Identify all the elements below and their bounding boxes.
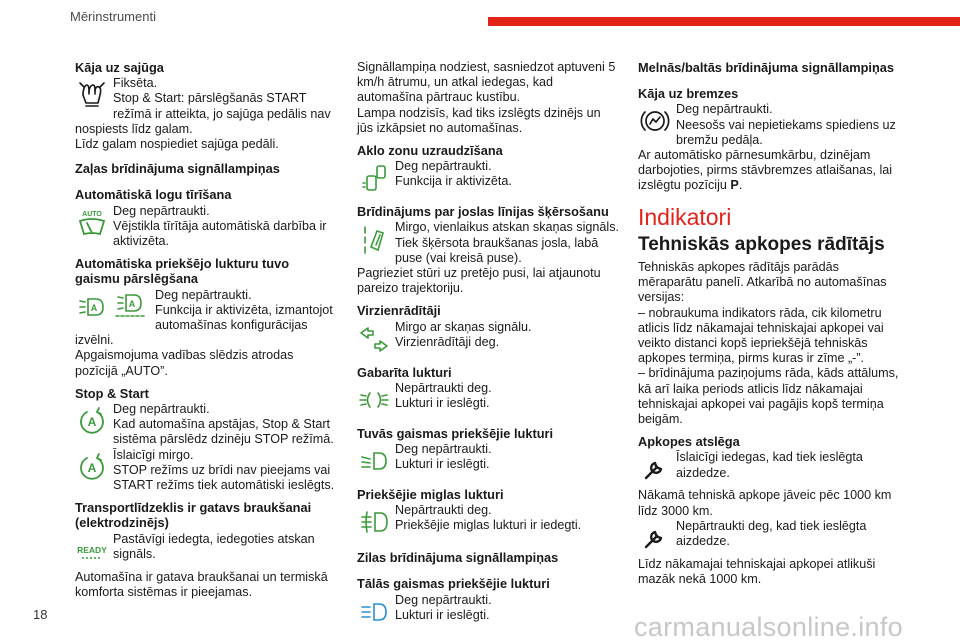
item-service-key-flash (638, 450, 900, 488)
text-service-key-4: Līdz nākamajai tehniskajai apkopei atlikuši mazāk nekā 1000 km. (638, 556, 876, 587)
text-lane-departure-2: Tiek šķērsota braukšanas josla, labā puse (vai kreisā puse). (395, 235, 599, 265)
column-2 (357, 60, 619, 631)
heading-black-white-lamps: Melnās/baltās brīdinājuma signāllampiņas (638, 60, 895, 75)
item-auto-headlamps (75, 288, 337, 349)
stop-start-icon (75, 404, 109, 438)
text-ready-2: Automašīna ir gatava braukšanai un termiskā komforta sistēmas ir pieejamas. (75, 569, 328, 599)
text-auto-wipe-1: Deg nepārtraukti. (113, 203, 210, 218)
watermark: carmanualsonline.info (634, 612, 903, 640)
item-auto-wipe (75, 204, 337, 250)
heading-ready: Transportlīdzeklis ir gatavs braukšanai (elektrodzinējs) (75, 500, 312, 531)
svg-text:A: A (87, 415, 97, 430)
chapter-title: Mērinstrumenti (70, 9, 156, 24)
text-blind-spot-2: Funkcija ir aktivizēta. (395, 174, 512, 189)
text-service-1: Tehniskās apkopes rādītājs parādās mēraparātu panelī. Atkarībā no automašīnas versijas: (638, 260, 887, 305)
wrench-icon (638, 521, 672, 555)
heading-green-lamps: Zaļas brīdinājuma signāllampiņas (75, 161, 280, 177)
text-auto-wipe-2: Vējstikla tīrītāja automātiskā darbība ir aktivizēta. (113, 218, 327, 249)
auto-wiper-icon (75, 206, 109, 240)
text-foot-on-clutch-2: Stop & Start: pārslēgšanās START režīmā ir atteikta, jo sajūga pedālis nav nospiests līdz galam. (75, 91, 331, 136)
text-stop-start-2: Kad automašīna apstājas, Stop & Start sistēma pārslēdz dzinēju STOP režīmā. (113, 417, 334, 447)
item-foot-on-brake (638, 102, 900, 148)
text-fog-lamps-2: Priekšējie miglas lukturi ir iedegti. (395, 518, 582, 533)
lane-departure-icon (357, 222, 391, 256)
text-service-key-2: Nākamā tehniskā apkope jāveic pēc 1000 km līdz 3000 km. (638, 488, 892, 518)
heading-blind-spot: Aklo zonu uzraudzīšana (357, 143, 503, 159)
heading-foot-on-clutch: Kāja uz sajūga (75, 60, 164, 75)
text-direction-indicators-1: Mirgo ar skaņas signālu. (395, 319, 532, 334)
column-3 (638, 60, 900, 587)
heading-lane-departure: Brīdinājums par joslas līnijas šķērsošanu (357, 204, 609, 220)
text-stop-start-4: STOP režīms uz brīdi nav pieejams vai START režīms tiek automātiski ieslēgts. (113, 462, 335, 493)
heading-stop-start: Stop & Start (75, 385, 149, 401)
item-direction-indicators (357, 320, 619, 358)
svg-text:A: A (128, 298, 136, 309)
foot-on-clutch-icon (75, 78, 109, 112)
svg-text:READY: READY (77, 544, 107, 555)
item-stop-start-steady (75, 402, 337, 448)
heading-foot-on-brake: Kāja uz bremzes (638, 86, 739, 102)
text-foot-on-brake-3: Ar automātisko pārnesumkārbu, dzinējam darbojoties, pirms stāvbremzes atlaišanas, lai izslēgtu pozīciju P. (638, 148, 893, 193)
svg-text:A: A (87, 460, 97, 475)
svg-text:A: A (90, 302, 98, 313)
text-foot-on-clutch-3: Līdz galam nospiediet sajūga pedāli. (75, 137, 279, 152)
text-service-2: – nobraukuma indikators rāda, cik kilometru atlicis līdz nākamajai tehniskajai apkopei vai veikto distanci kopš iepriekšējā tehniskās apkopes termiņa, pirms kuras ir zīme „-”. (638, 305, 884, 366)
heading-auto-headlamps: Automātiska priekšējo lukturu tuvo gaismu pārslēgšana (75, 256, 290, 287)
text-foot-on-brake-1: Deg nepārtraukti. (676, 102, 773, 117)
svg-text:AUTO: AUTO (82, 210, 102, 218)
heading-side-lamps: Gabarīta lukturi (357, 364, 452, 380)
foot-on-brake-icon (638, 104, 672, 138)
text-side-lamps-2: Lukturi ir ieslēgti. (395, 396, 490, 411)
item-side-lamps (357, 381, 619, 419)
text-lane-departure-1: Mirgo, vienlaikus atskan skaņas signāls. (395, 220, 619, 235)
item-main-beam (357, 593, 619, 631)
heading-auto-wipe: Automātiskā logu tīrīšana (75, 187, 232, 203)
text-blind-spot-1: Deg nepārtraukti. (395, 159, 492, 174)
text-dipped-beam-2: Lukturi ir ieslēgti. (395, 457, 490, 472)
text-side-lamps-1: Nepārtraukti deg. (395, 380, 492, 395)
dipped-beam-icon (357, 444, 391, 478)
text-service-3: – brīdinājuma paziņojums rāda, kāds attālums, kā arī laika periods atlicis līdz nākamajai tehniskajai apkopei vai pagājis kopš termiņa beigām. (638, 366, 899, 427)
wrench-icon (638, 452, 672, 486)
item-stop-start-flash (75, 448, 337, 494)
text-auto-headlamps-2: Funkcija ir aktivizēta, izmantojot automašīnas konfigurācijas izvēlni. (75, 302, 333, 348)
text-foot-on-brake-2: Neesošs vai nepietiekams spiediens uz bremžu pedāļa. (676, 117, 896, 147)
heading-fog-lamps: Priekšējie miglas lukturi (357, 487, 504, 503)
text-auto-headlamps-1: Deg nepārtraukti. (155, 287, 252, 302)
text-stop-start-1: Deg nepārtraukti. (113, 402, 210, 417)
ready-icon (75, 534, 109, 568)
stop-start-icon (75, 450, 109, 484)
text-ready-4: Lampa nodzisīs, kad tiks izslēgts dzinējs un jūs izkāpsiet no automašīnas. (357, 105, 601, 135)
heading-blue-lamps: Zilas brīdinājuma signāllampiņas (357, 550, 559, 566)
text-direction-indicators-2: Virzienrādītāji deg. (395, 334, 500, 349)
front-fog-lamp-icon (357, 505, 391, 539)
text-ready-1: Pastāvīgi iedegta, iedegoties atskan signāls. (113, 531, 315, 561)
text-main-beam-1: Deg nepārtraukti. (395, 592, 492, 607)
item-service-key-steady (638, 519, 900, 557)
item-lane-departure (357, 220, 619, 266)
text-stop-start-3: Īslaicīgi mirgo. (113, 447, 194, 462)
heading-indicators: Indikatori (638, 203, 732, 230)
heading-dipped-beam: Tuvās gaismas priekšējie lukturi (357, 425, 554, 441)
item-blind-spot (357, 159, 619, 197)
chapter-accent-bar (488, 17, 960, 26)
heading-direction-indicators: Virzienrādītāji (357, 303, 441, 319)
item-ready (75, 532, 337, 570)
main-beam-icon (357, 595, 391, 629)
side-lamps-icon (357, 383, 391, 417)
heading-service-indicator: Tehniskās apkopes rādītājs (638, 233, 885, 255)
text-service-key-3: Nepārtraukti deg, kad tiek ieslēgta aizdedze. (676, 518, 867, 549)
heading-main-beam: Tālās gaismas priekšējie lukturi (357, 576, 550, 592)
item-dipped-beam (357, 442, 619, 480)
text-lane-departure-3: Pagrieziet stūri uz pretējo pusi, lai atjaunotu pareizo trajektoriju. (357, 266, 601, 296)
page-number: 18 (33, 607, 48, 622)
text-ready-3: Signāllampiņa nodziest, sasniedzot aptuveni 5 km/h ātrumu, un atkal iedegas, kad automašīna pārtrauc kustību. (357, 60, 616, 105)
text-auto-headlamps-3: Apgaismojuma vadības slēdzis atrodas pozīcijā „AUTO”. (75, 348, 294, 378)
column-1 (75, 60, 337, 600)
text-dipped-beam-1: Deg nepārtraukti. (395, 442, 492, 457)
heading-service-key: Apkopes atslēga (638, 434, 740, 450)
text-service-key-1: Īslaicīgi iedegas, kad tiek ieslēgta aizdedze. (676, 450, 863, 480)
text-fog-lamps-1: Nepārtraukti deg. (395, 503, 492, 518)
turn-signal-icon (357, 322, 391, 356)
item-fog-lamps (357, 503, 619, 541)
auto-headlamp-icons (75, 290, 151, 324)
text-foot-on-clutch-1: Fiksēta. (113, 76, 158, 91)
item-foot-on-clutch (75, 76, 337, 137)
text-main-beam-2: Lukturi ir ieslēgti. (395, 607, 490, 622)
blind-spot-icon (357, 161, 391, 195)
